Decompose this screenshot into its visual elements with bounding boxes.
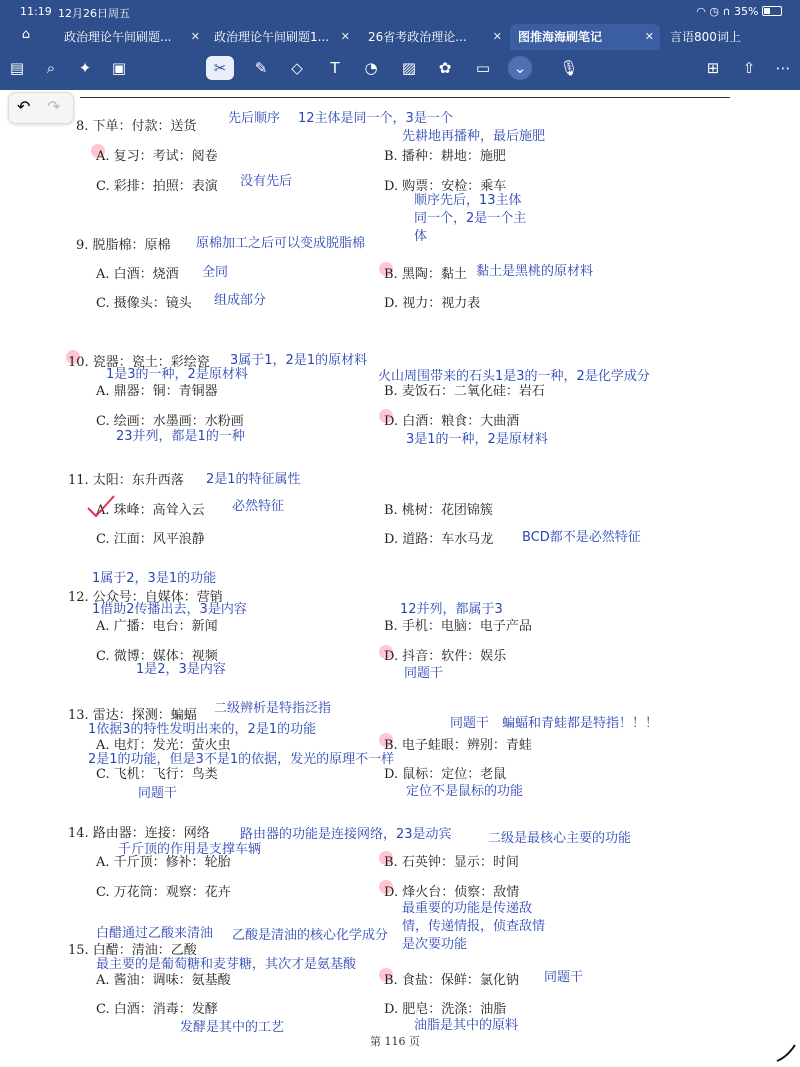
handwritten-note: 先后顺序	[228, 111, 281, 126]
q14-stem: 14. 路由器：连接：网络	[68, 826, 210, 841]
alarm-icon: ◷	[709, 5, 719, 18]
search-icon[interactable]: ⌕	[46, 59, 56, 77]
handwritten-note: 3是1的一种，2是原材料	[406, 432, 548, 447]
q10-option-d: D. 白酒：粮食：大曲酒	[384, 414, 520, 429]
battery-icon	[762, 6, 782, 16]
handwritten-note: 2是1的特征属性	[206, 472, 301, 487]
headphones-icon: ∩	[722, 5, 731, 18]
handwritten-note: 火山周围带来的石头1是3的一种，2是化学成分	[378, 369, 650, 384]
q13-option-c: C. 飞机：飞行：鸟类	[96, 767, 218, 782]
handwritten-note: 乙酸是清油的核心化学成分	[232, 928, 389, 943]
status-bar	[0, 0, 800, 24]
handwritten-note: 没有先后	[240, 174, 293, 189]
checkmark-icon	[86, 494, 116, 520]
handwritten-note: 同题干	[138, 786, 178, 801]
add-page-icon[interactable]: ⊞	[706, 59, 720, 77]
more-icon[interactable]: ⋯	[775, 59, 791, 77]
handwritten-note: 是次要功能	[402, 937, 468, 952]
handwritten-note: 定位不是鼠标的功能	[406, 784, 524, 799]
q11-option-d: D. 道路：车水马龙	[384, 532, 494, 547]
q10-option-a: A. 鼎器：铜：青铜器	[96, 384, 218, 399]
status-time: 11:19	[20, 5, 52, 18]
redo-icon[interactable]: ↷	[47, 97, 61, 116]
handwritten-note: 必然特征	[232, 499, 285, 514]
status-right	[696, 5, 782, 18]
page-divider	[80, 97, 730, 98]
tab-label: 政治理论午间刷题1...	[214, 30, 330, 44]
handwritten-note: 1属于2，3是1的功能	[92, 571, 217, 586]
close-icon[interactable]: ✕	[190, 30, 200, 43]
q8-option-a: A. 复习：考试：阅卷	[96, 149, 218, 164]
page-number: 第 116 页	[370, 1035, 420, 1048]
lasso-icon[interactable]: ✂	[206, 56, 234, 80]
q12-stem: 12. 公众号：自媒体：营销	[68, 590, 223, 605]
handwritten-note: 同题干	[450, 716, 490, 731]
q14-option-a: A. 千斤顶：修补：轮胎	[96, 855, 231, 870]
comment-icon[interactable]: ▭	[475, 59, 491, 77]
sidebar-icon[interactable]: ▤	[9, 59, 25, 77]
q15-option-d: D. 肥皂：洗涤：油脂	[384, 1002, 507, 1017]
tab-label: 言语800词上	[670, 30, 741, 44]
q9-stem: 9. 脱脂棉：原棉	[76, 238, 171, 253]
handwritten-note: 二级辨析是特指泛指	[214, 701, 332, 716]
q15-option-a: A. 酱油：调味：氨基酸	[96, 973, 231, 988]
q11-option-a: A. 珠峰：高耸入云	[96, 503, 205, 518]
q12-option-d: D. 抖音：软件：娱乐	[384, 649, 507, 664]
handwritten-note: 油脂是其中的原料	[414, 1018, 519, 1033]
tab-4-active[interactable]	[510, 24, 660, 50]
handwritten-note: 原棉加工之后可以变成脱脂棉	[196, 236, 366, 251]
note-icon[interactable]: ▣	[111, 59, 127, 77]
handwritten-note: 12并列，都属于3	[400, 602, 503, 617]
handwritten-note: 12主体是同一个，3是一个	[298, 111, 453, 126]
close-icon[interactable]: ✕	[492, 30, 502, 43]
close-icon[interactable]: ✕	[644, 30, 654, 43]
handwritten-note: 23并列，都是1的一种	[116, 429, 245, 444]
handwritten-note: 千斤顶的作用是支撑车辆	[118, 842, 262, 857]
handwritten-note: 最重要的功能是传递敌	[402, 901, 533, 916]
handwritten-note: 全同	[202, 265, 229, 280]
shape-icon[interactable]: ◔	[364, 59, 378, 77]
tab-label: 图推海海刷笔记	[518, 30, 603, 44]
handwritten-note: 发酵是其中的工艺	[180, 1020, 285, 1035]
q9-option-a: A. 白酒：烧酒	[96, 267, 179, 282]
q14-option-d: D. 烽火台：侦察：敌情	[384, 885, 520, 900]
q11-stem: 11. 太阳：东升西落	[68, 473, 184, 488]
handwritten-note: 白醋通过乙酸来清油	[96, 926, 214, 941]
q10-stem: 10. 瓷器：瓷土：彩绘瓷	[68, 355, 210, 370]
q8-option-c: C. 彩排：拍照：表演	[96, 179, 218, 194]
text-icon[interactable]: T	[330, 59, 340, 77]
handwritten-note: 黏土是黑桃的原材料	[476, 264, 594, 279]
handwritten-note: 顺序先后，13主体	[414, 193, 522, 208]
magic-icon[interactable]: ✦	[78, 59, 92, 77]
image-icon[interactable]: ▨	[401, 59, 417, 77]
handwritten-note: 2是1的功能，但是3不是1的依据，发光的原理不一样	[88, 752, 395, 767]
sticker-icon[interactable]: ✿	[438, 59, 452, 77]
q14-option-c: C. 万花筒：观察：花卉	[96, 885, 231, 900]
home-icon[interactable]: ⌂	[21, 27, 31, 42]
q9-option-d: D. 视力：视力表	[384, 296, 481, 311]
q14-option-b: B. 石英钟：显示：时间	[384, 855, 519, 870]
q15-stem: 15. 白醋：清油：乙酸	[68, 943, 197, 958]
q8-option-d: D. 购票：安检：乘车	[384, 179, 507, 194]
resize-handle-icon[interactable]	[775, 1043, 797, 1063]
q11-option-b: B. 桃树：花团锦簇	[384, 503, 493, 518]
more-dropdown-icon[interactable]: ⌄	[508, 56, 532, 80]
handwritten-note: 先耕地再播种，最后施肥	[402, 129, 546, 144]
tab-label: 26省考政治理论...	[368, 30, 467, 44]
wifi-icon: ◠	[696, 5, 706, 18]
handwritten-note: 同题干	[404, 666, 444, 681]
q9-option-b: B. 黑陶：黏土	[384, 267, 467, 282]
handwritten-note: 二级是最核心主要的功能	[488, 831, 632, 846]
handwritten-note: 1是2，3是内容	[136, 662, 226, 677]
tab-5[interactable]	[664, 24, 800, 50]
handwritten-note: 3属于1，2是1的原材料	[230, 353, 368, 368]
app-chrome	[0, 0, 800, 90]
handwritten-note: 同一个，2是一个主	[414, 211, 527, 226]
handwritten-note: 蝙蝠和青蛙都是特指！！！	[502, 716, 659, 731]
q13-option-d: D. 鼠标：定位：老鼠	[384, 767, 507, 782]
undo-redo-box	[8, 92, 74, 124]
tab-label: 政治理论午间刷题...	[64, 30, 172, 44]
q13-stem: 13. 雷达：探测：蝙蝠	[68, 708, 197, 723]
share-icon[interactable]: ⇧	[742, 59, 756, 77]
handwritten-note: 1依据3的特性发明出来的，2是1的功能	[88, 722, 317, 737]
handwritten-note: 情，传递情报，侦查敌情	[402, 919, 546, 934]
q8-option-b: B. 播种：耕地：施肥	[384, 149, 506, 164]
q12-option-a: A. 广播：电台：新闻	[96, 619, 218, 634]
q11-option-c: C. 江面：风平浪静	[96, 532, 205, 547]
q15-option-b: B. 食盐：保鲜：氯化钠	[384, 973, 519, 988]
handwritten-note: 路由器的功能是连接网络，23是动宾	[240, 827, 452, 842]
close-icon[interactable]: ✕	[340, 30, 350, 43]
toolbar	[0, 50, 800, 88]
q15-option-c: C. 白酒：消毒：发酵	[96, 1002, 218, 1017]
handwritten-note: 最主要的是葡萄糖和麦芽糖，其次才是氨基酸	[96, 957, 357, 972]
q13-option-b: B. 电子蛙眼：辨别：青蛙	[384, 738, 532, 753]
pen-icon[interactable]: ✎	[254, 59, 268, 77]
handwritten-note: 1借助2传播出去，3是内容	[92, 602, 247, 617]
tab-bar	[0, 24, 800, 50]
q12-option-b: B. 手机：电脑：电子产品	[384, 619, 532, 634]
q8-stem: 8. 下单：付款：送货	[76, 119, 197, 134]
handwritten-note: BCD都不是必然特征	[522, 530, 641, 545]
q10-option-c: C. 绘画：水墨画：水粉画	[96, 414, 244, 429]
q9-option-c: C. 摄像头：镜头	[96, 296, 192, 311]
battery-percent: 35%	[734, 5, 759, 18]
q13-option-a: A. 电灯：发光：萤火虫	[96, 738, 231, 753]
eraser-icon[interactable]: ◇	[291, 59, 303, 77]
handwritten-note: 1是3的一种，2是原材料	[106, 367, 248, 382]
undo-icon[interactable]: ↶	[17, 97, 31, 116]
handwritten-note: 体	[414, 229, 428, 244]
tab-2[interactable]	[208, 24, 356, 50]
status-date: 12月26日周五	[58, 7, 130, 20]
tab-3[interactable]	[362, 24, 508, 50]
mic-icon[interactable]: 🎙︎	[559, 59, 579, 77]
q12-option-c: C. 微博：媒体：视频	[96, 649, 218, 664]
handwritten-note: 同题干	[544, 970, 584, 985]
handwritten-note: 组成部分	[214, 293, 267, 308]
tab-1[interactable]	[58, 24, 206, 50]
q10-option-b: B. 麦饭石：二氧化硅：岩石	[384, 384, 545, 399]
